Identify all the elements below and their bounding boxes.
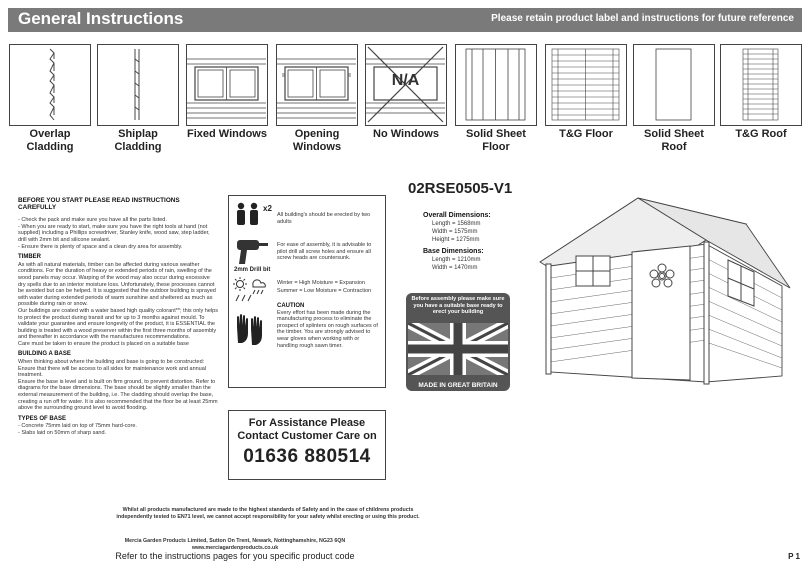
types-heading: TYPES OF BASE — [18, 415, 67, 422]
base-text: Ensure the base is level and is built on firm ground, to prevent distortion. Refer to diagrams for the base dimensions. The base should be slightly smaller than the external measurement of the building, i.e. The cladding should overlap the base, creating a run off for water. It is also recommended that the floor be at least 25mm above the surrounding ground level to avoid flooding. — [18, 378, 218, 412]
disclaimer-line: Whilst all products manufactured are made to the highest standards of Safety and in the case of childrens products — [122, 507, 414, 513]
page-title: General Instructions — [18, 9, 184, 28]
option-tg-roof — [720, 44, 802, 141]
phone-number: 01636 880514 — [243, 446, 371, 467]
gloves-icon — [233, 313, 269, 347]
badge-text: Before assembly please make sure you have a suitable base ready to erect your building — [411, 296, 505, 316]
model-code: 02RSE0505-V1 — [408, 180, 513, 197]
option-shiplap-cladding — [97, 44, 179, 154]
timber-text: As with all natural materials, timber can be affected during various weather conditions. For the duration of heavy or extended periods of rain, swelling of the wood panels may occur. Warping of the wood may also occur during excessive dry spells due to an interior moisture loss. Unfortunately, these processes cannot be avoided but can be helped. It is suggested that the outdoor building is sprayed with water during extended periods of warm sunshine and sheltered as much as possible during rain or snow. — [18, 261, 216, 308]
option-label: Shiplap Cladding — [114, 128, 162, 153]
weather-text-winter: Winter = High Moisture = Expansion — [277, 280, 366, 286]
assistance-line2: Contact Customer Care on — [237, 430, 377, 442]
page-number: P 1 — [788, 552, 800, 561]
drill-label: 2mm Drill bit — [234, 267, 271, 273]
disclaimer-line: independently tested to EN71 level, we cannot accept responsibility for your safety whilst erecting or using this product. — [116, 514, 420, 520]
union-flag-icon — [408, 323, 508, 375]
caution-text: Every effort has been made during the manufacturing process to eliminate the prospect of splinters on rough surfaces of the timber. You are strongly advised to wear gloves when working with or handling rough sawn timer. — [277, 309, 378, 349]
option-label: Solid Sheet Roof — [644, 128, 704, 153]
option-solid-sheet-roof — [633, 44, 715, 154]
drill-icon — [233, 236, 271, 266]
refer-note: Refer to the instructions pages for you specific product code — [115, 551, 355, 561]
option-no-windows — [365, 44, 447, 141]
timber-text: Care must be taken to ensure the product is placed on a suitable base — [18, 340, 189, 347]
option-opening-windows — [276, 44, 358, 154]
option-label: T&G Roof — [735, 128, 787, 140]
option-label: Solid Sheet Floor — [466, 128, 526, 153]
company-address — [0, 538, 470, 551]
two-people-icon — [233, 202, 265, 226]
icons-panel — [228, 195, 386, 388]
base-heading: BUILDING A BASE — [18, 351, 71, 358]
weather-icon — [233, 277, 273, 303]
fixed-windows-diagram — [186, 44, 268, 126]
base-length: Length = 1210mm — [432, 257, 481, 263]
base-text: When thinking about where the building and base is going to be constructed: Ensure that there will be access to all sides for maintenance work and annual treatment. — [18, 359, 207, 379]
tg-floor-diagram — [545, 44, 627, 126]
no-windows-diagram — [365, 44, 447, 126]
option-label: No Windows — [373, 128, 439, 140]
option-label: Overlap Cladding — [26, 128, 74, 153]
address-line: Mercia Garden Products Limited, Sutton On Trent, Newark, Nottinghamshire, NG23 6QN — [124, 538, 346, 544]
overall-width: Width = 1575mm — [432, 229, 478, 235]
assistance-box — [228, 410, 386, 480]
shed-illustration — [520, 196, 802, 392]
solid-sheet-roof-diagram — [633, 44, 715, 126]
header-banner — [8, 8, 802, 32]
people-count: x2 — [263, 204, 272, 213]
overall-heading: Overall Dimensions: — [423, 212, 491, 219]
types-line: - Slabs laid on 50mm of sharp sand. — [18, 430, 107, 436]
timber-heading: TIMBER — [18, 254, 41, 261]
opening-windows-diagram — [276, 44, 358, 126]
intro-line: - Check the pack and make sure you have all the parts listed. — [18, 217, 167, 224]
disclaimer — [0, 507, 536, 521]
types-line: - Concrete 75mm laid on top of 75mm hard-core. — [18, 423, 137, 430]
website: www.merciagardenproducts.co.uk — [191, 544, 279, 551]
caution-block — [277, 303, 381, 349]
retain-note: Please retain product label and instructions for future reference — [491, 13, 794, 24]
option-fixed-windows — [186, 44, 268, 141]
base-width: Width = 1470mm — [432, 265, 478, 271]
weather-text-summer: Summer = Low Moisture = Contraction — [277, 288, 372, 294]
solid-sheet-floor-diagram — [455, 44, 537, 126]
option-label: Fixed Windows — [187, 128, 267, 140]
option-tg-floor — [545, 44, 627, 141]
option-label: T&G Floor — [559, 128, 613, 140]
overall-length: Length = 1568mm — [432, 221, 481, 227]
instructions-column — [18, 198, 218, 437]
na-text: N/A — [391, 72, 420, 89]
base-dims-heading: Base Dimensions: — [423, 248, 484, 255]
option-solid-sheet-floor — [455, 44, 537, 154]
option-overlap-cladding — [9, 44, 91, 154]
timber-text: Our buildings are coated with a water based high quality colorant**; this only helps to protect the product during transit and for up to 3 months against mould. To validate your guarantee and ensure longevity of the product, it is ESSENTIAL the building is treated with a wood preserver within the first three months of assembly and thereafter in accordance with the manufactures recommendations. — [18, 307, 218, 341]
drill-text: For ease of assembly, it is advisable to pilot drill all screw holes and ensure all screw heads are countersunk. — [277, 242, 372, 262]
assistance-line1: For Assistance Please — [248, 417, 366, 429]
dimensions — [422, 212, 491, 272]
overlap-cladding-diagram — [9, 44, 91, 126]
intro-line: - When you are ready to start, make sure you have the right tools at hand (not supplied) including a Phillips screwdriver, Stanley knife, wood saw, step ladder, drill with 2mm bit and silicone sealant. — [18, 223, 210, 243]
made-in-text: MADE IN GREAT BRITAIN — [418, 382, 498, 389]
intro-line: - Ensure there is plenty of space and a clean dry area for assembly. — [18, 243, 183, 250]
tg-roof-diagram — [720, 44, 802, 126]
shiplap-cladding-diagram — [97, 44, 179, 126]
option-label: Opening Windows — [292, 128, 342, 153]
caution-heading: CAUTION — [277, 303, 305, 309]
people-text: All building's should be erected by two adults — [277, 212, 371, 225]
made-in-britain-badge — [406, 293, 510, 391]
overall-height: Height = 1275mm — [432, 237, 480, 243]
instructions-heading: BEFORE YOU START PLEASE READ INSTRUCTIONS CAREFULLY — [18, 197, 180, 211]
